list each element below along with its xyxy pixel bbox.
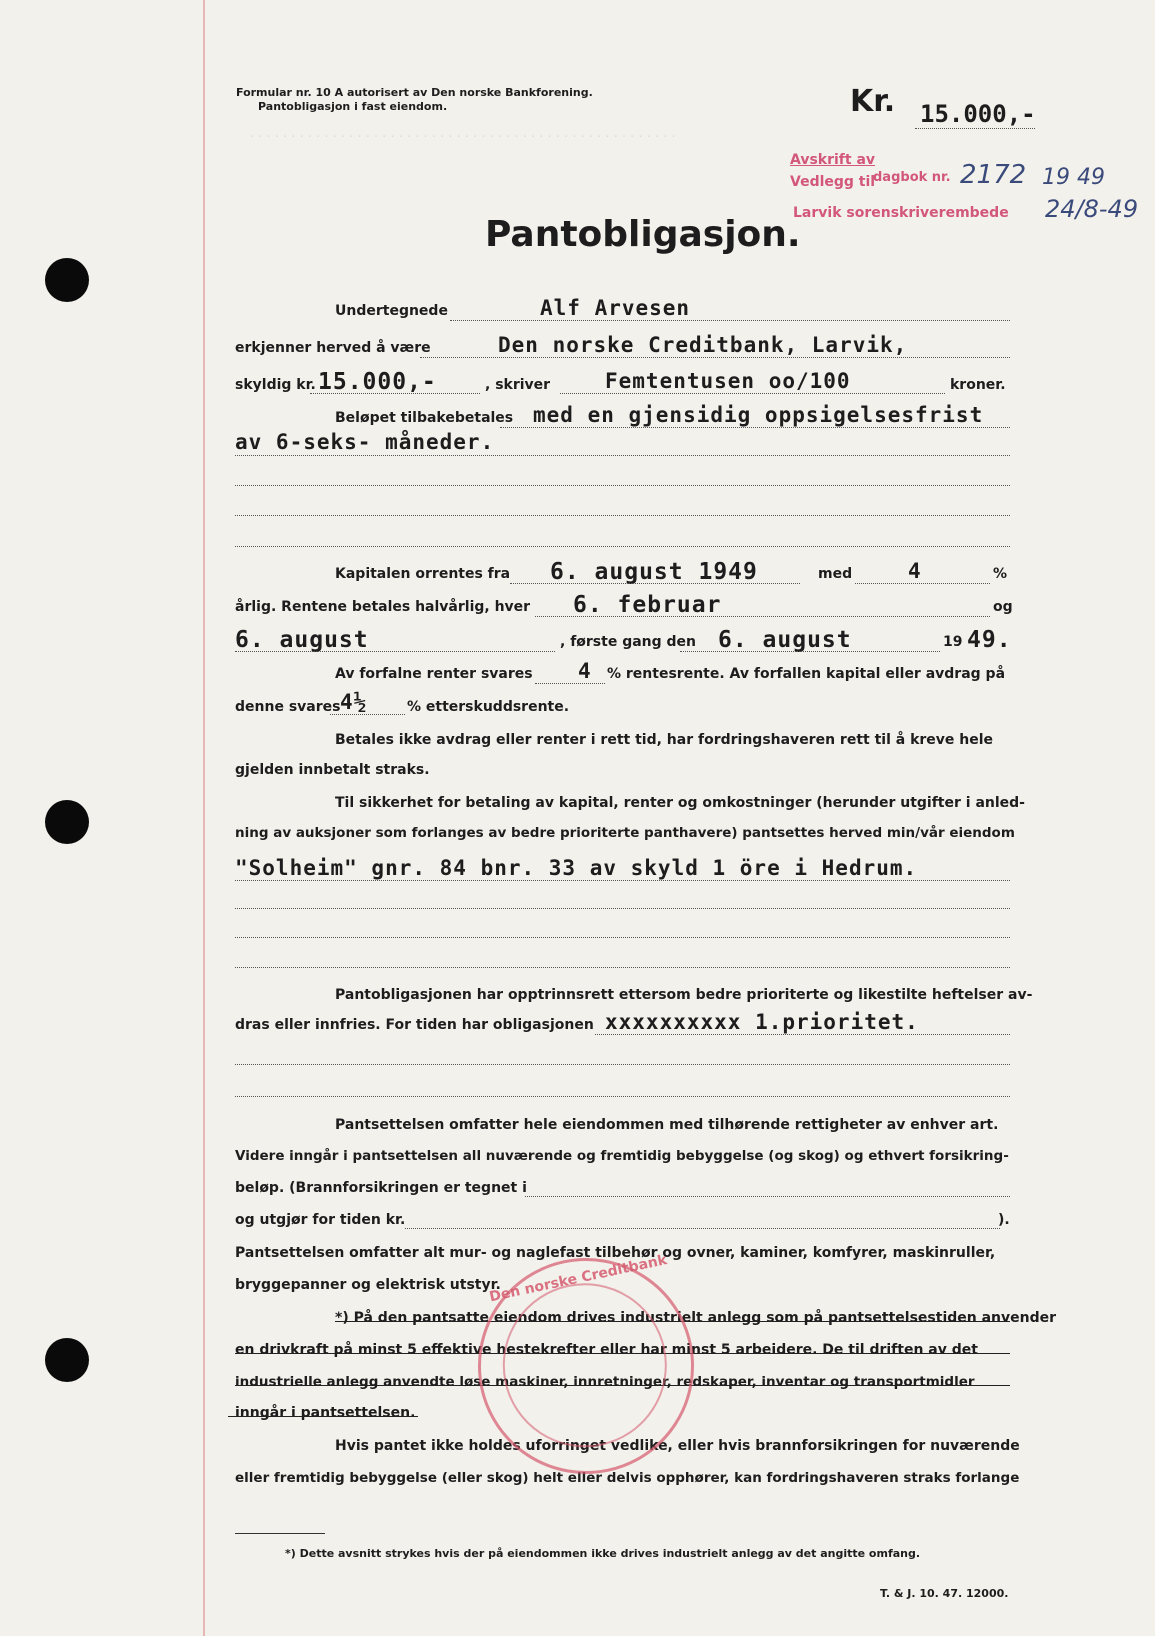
footnote: *) Dette avsnitt strykes hvis der på eiendommen ikke drives industrielt anlegg av det angitte omfang. (285, 1547, 921, 1560)
kroner-label: kroner. (950, 377, 1006, 393)
margin-line (203, 0, 205, 1636)
sikkerhet-line2: ning av auksjoner som forlanges av bedre prioriterte panthavere) pantsettes herved min/vår eiendom (235, 825, 1015, 841)
belopet-value1: med en gjensidig oppsigelsesfrist (533, 403, 984, 427)
dagbok-number: 2172 (960, 160, 1027, 190)
footnote-rule (235, 1533, 325, 1534)
denne-label: denne svares (235, 699, 341, 715)
industri-line3: industrielle anlegg anvendte løse maskiner, innretninger, redskaper, inventar og transportmidler (235, 1374, 975, 1390)
omfatter-line4-end: ). (998, 1212, 1010, 1228)
omfatter-line3: beløp. (Brannforsikringen er tegnet i (235, 1180, 527, 1196)
tilbehor-line2: bryggepanner og elektrisk utstyr. (235, 1277, 501, 1293)
arlig-label: årlig. Rentene betales halvårlig, hver (235, 599, 531, 615)
year-prefix: 19 (943, 634, 963, 650)
rate: 4 (908, 559, 922, 583)
forfalne-suffix: % rentesrente. Av forfallen kapital eller avdrag på (607, 666, 1006, 682)
forste-date: 6. august (718, 627, 852, 653)
prioritet-line2-label: dras eller innfries. For tiden har obligasjonen (235, 1017, 594, 1033)
punch-hole (45, 800, 89, 844)
tilbehor-line1: Pantsettelsen omfatter alt mur- og naglefast tilbehør og ovner, kaminer, komfyrer, maskinruller, (235, 1245, 996, 1261)
omfatter-line4: og utgjør for tiden kr. (235, 1212, 406, 1228)
kr-amount: 15.000,- (920, 100, 1036, 128)
industri-line4: inngår i pantsettelsen. (235, 1405, 416, 1421)
erkjenner-label: erkjenner herved å være (235, 340, 431, 356)
stamp-dagbok-label: dagbok nr. (873, 170, 951, 185)
page-title: Pantobligasjon. (485, 214, 801, 255)
stamp-year: 19 49 (1042, 165, 1105, 190)
skriver-value: Femtentusen oo/100 (605, 369, 851, 393)
prioritet-line1: Pantobligasjonen har opptrinnsrett ettersom bedre prioriterte og likestilte heftelser av- (335, 987, 1033, 1003)
stamp-date-hand: 24/8-49 (1045, 195, 1139, 223)
formular-line2: Pantobligasjon i fast eiendom. (258, 100, 448, 113)
arlig-date: 6. februar (573, 592, 722, 618)
hvis-line2: eller fremtidig bebyggelse (eller skog) helt eller delvis opphører, kan fordringshaveren straks forlange (235, 1470, 1020, 1486)
betales-line2: gjelden innbetalt straks. (235, 762, 430, 778)
belopet-label: Beløpet tilbakebetales (335, 410, 514, 426)
og-label: og (993, 599, 1013, 615)
pct-sign: % (993, 566, 1008, 582)
punch-hole (45, 258, 89, 302)
kr-label: Kr. (850, 84, 896, 119)
date2: 6. august (235, 627, 369, 653)
prioritet-value: xxxxxxxxxx 1.prioritet. (605, 1010, 919, 1034)
year-suffix: 49. (967, 627, 1012, 653)
bank-stamp-text: Den norske Creditbank (487, 1252, 669, 1306)
undertegnede-value: Alf Arvesen (540, 296, 691, 320)
punch-hole (45, 1338, 89, 1382)
kapital-date: 6. august 1949 (550, 559, 758, 585)
industri-line2: en drivkraft på minst 5 effektive hestekrefter eller har minst 5 arbeidere. De til driften av det (235, 1342, 978, 1358)
stamp-line1: Avskrift av (790, 152, 876, 168)
forste-label: , første gang den (560, 634, 697, 650)
omfatter-line2: Videre inngår i pantsettelsen all nuværende og fremtidig bebyggelse (og skog) og ethvert forsikring- (235, 1148, 1009, 1164)
belopet-value2: av 6-seks- måneder. (235, 430, 495, 454)
kapital-label: Kapitalen orrentes fra (335, 566, 511, 582)
erkjenner-value: Den norske Creditbank, Larvik, (498, 333, 908, 357)
skyldig-label: skyldig kr. (235, 377, 316, 393)
stamp-line2: Vedlegg til (790, 174, 876, 190)
industri-line1: *) På den pantsatte eiendom drives industrielt anlegg som på pantsettelsestiden anvender (335, 1310, 1057, 1326)
hvis-line1: Hvis pantet ikke holdes uforringet vedlike, eller hvis brannforsikringen for nuværende (335, 1438, 1020, 1454)
med-label: med (818, 566, 853, 582)
denne-suffix: % etterskuddsrente. (407, 699, 570, 715)
stamp-office: Larvik sorenskriverembede (793, 205, 1009, 221)
undertegnede-label: Undertegnede (335, 303, 448, 319)
printer-mark: T. & J. 10. 47. 12000. (880, 1587, 1009, 1600)
denne-rate: 4½ (340, 690, 368, 714)
formular-line1: Formular nr. 10 A autorisert av Den norske Bankforening. (236, 86, 593, 99)
omfatter-line1: Pantsettelsen omfatter hele eiendommen med tilhørende rettigheter av enhver art. (335, 1117, 999, 1133)
forfalne-label: Av forfalne renter svares (335, 666, 533, 682)
betales-line1: Betales ikke avdrag eller renter i rett tid, har fordringshaveren rett til å kreve hele (335, 732, 994, 748)
bleed-through: · · · · · · · · · · · · · · · · · · · · · · · · · · · · · · · · · · · · · · · · · · · · · · · · · · · · (250, 130, 676, 145)
skriver-label: , skriver (485, 377, 551, 393)
eiendom-value: "Solheim" gnr. 84 bnr. 33 av skyld 1 öre i Hedrum. (235, 856, 918, 880)
sikkerhet-line1: Til sikkerhet for betaling av kapital, renter og omkostninger (herunder utgifter i anled- (335, 795, 1025, 811)
forfalne-rate: 4 (578, 659, 592, 683)
skyldig-value: 15.000,- (318, 369, 437, 395)
